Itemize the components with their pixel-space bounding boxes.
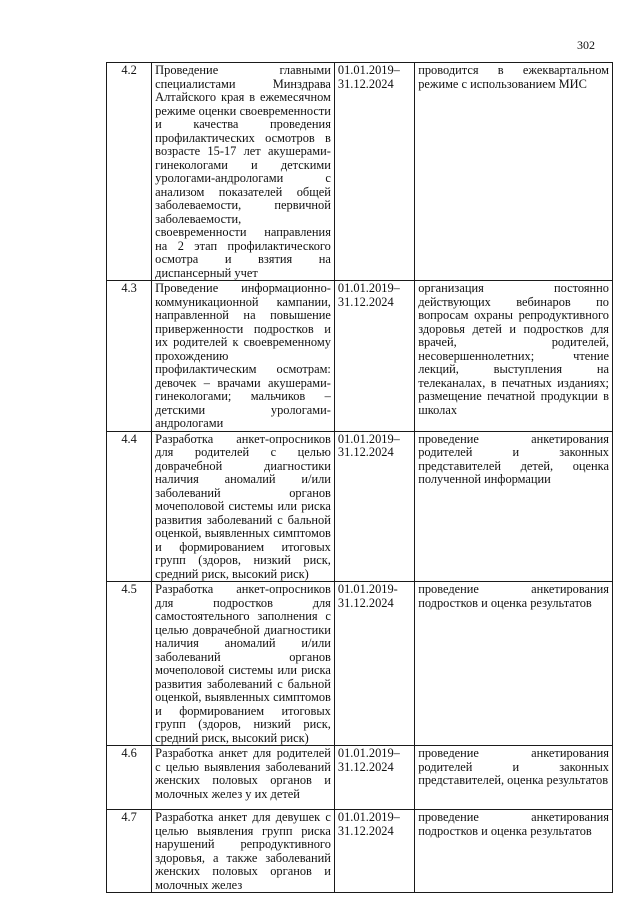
period-dates: 01.01.2019- 31.12.2024 — [334, 582, 414, 746]
period-dates: 01.01.2019– 31.12.2024 — [334, 746, 414, 810]
event-description: Проведение информационно-коммуникационной кампании, направленной на повышение приверженности подростков и их родителей к своевременному прохождению профилактическим осмотрам: девочек – врачами акушерами-гинекологами; мальчиков – детскими урологами-андрологами — [152, 281, 335, 432]
event-description: Разработка анкет-опросников для подростков для самостоятельного заполнения с целью доврачебной диагностики наличия аномалий и/или заболеваний органов мочеполовой системы или риска развития заболеваний с бальной оценкой, выявленных симптомов и формированием итоговых групп (здоров, низкий риск, средний риск, высокий риск) — [152, 582, 335, 746]
table-row — [107, 746, 613, 810]
table-row — [107, 281, 613, 432]
row-number: 4.2 — [107, 63, 152, 281]
expected-result: организация постоянно действующих вебинаров по вопросам охраны репродуктивного здоровья детей и подростков для врачей, родителей, несовершеннолетних; чтение лекций, выступления на телеканалах, в печатных изданиях; размещение печатной продукции в школах — [415, 281, 613, 432]
measures-table — [106, 62, 613, 893]
expected-result: проведение анкетирования подростков и оценка результатов — [415, 810, 613, 893]
period-dates: 01.01.2019– 31.12.2024 — [334, 63, 414, 281]
table-row — [107, 431, 613, 582]
period-dates: 01.01.2019– 31.12.2024 — [334, 281, 414, 432]
page-number: 302 — [577, 38, 595, 52]
table-row — [107, 63, 613, 281]
expected-result: проводится в ежеквартальном режиме с использованием МИС — [415, 63, 613, 281]
period-dates: 01.01.2019– 31.12.2024 — [334, 810, 414, 893]
expected-result: проведение анкетирования родителей и законных представителей детей, оценка полученной информации — [415, 431, 613, 582]
table-row — [107, 582, 613, 746]
expected-result: проведение анкетирования родителей и законных представителей, оценка результатов — [415, 746, 613, 810]
row-number: 4.4 — [107, 431, 152, 582]
event-description: Разработка анкет-опросников для родителей с целью доврачебной диагностики наличия аномалий и/или заболеваний органов мочеполовой системы или риска развития заболеваний с бальной оценкой, выявленных симптомов и формированием итоговых групп (здоров, низкий риск, средний риск, высокий риск) — [152, 431, 335, 582]
row-number: 4.7 — [107, 810, 152, 893]
expected-result: проведение анкетирования подростков и оценка результатов — [415, 582, 613, 746]
row-number: 4.5 — [107, 582, 152, 746]
row-number: 4.3 — [107, 281, 152, 432]
event-description: Разработка анкет для девушек с целью выявления групп риска нарушений репродуктивного здоровья, а также заболеваний женских половых органов и молочных желез — [152, 810, 335, 893]
event-description: Проведение главными специалистами Минздрава Алтайского края в ежемесячном режиме оценки своевременности и качества проведения профилактических осмотров в возрасте 15-17 лет акушерами-гинекологами и детскими урологами-андрологами с анализом показателей общей заболеваемости, первичной заболеваемости, своевременности направления на 2 этап профилактического осмотра и взятия на диспансерный учет — [152, 63, 335, 281]
event-description: Разработка анкет для родителей с целью выявления заболеваний женских половых органов и молочных желез у их детей — [152, 746, 335, 810]
table-row — [107, 810, 613, 893]
row-number: 4.6 — [107, 746, 152, 810]
period-dates: 01.01.2019– 31.12.2024 — [334, 431, 414, 582]
